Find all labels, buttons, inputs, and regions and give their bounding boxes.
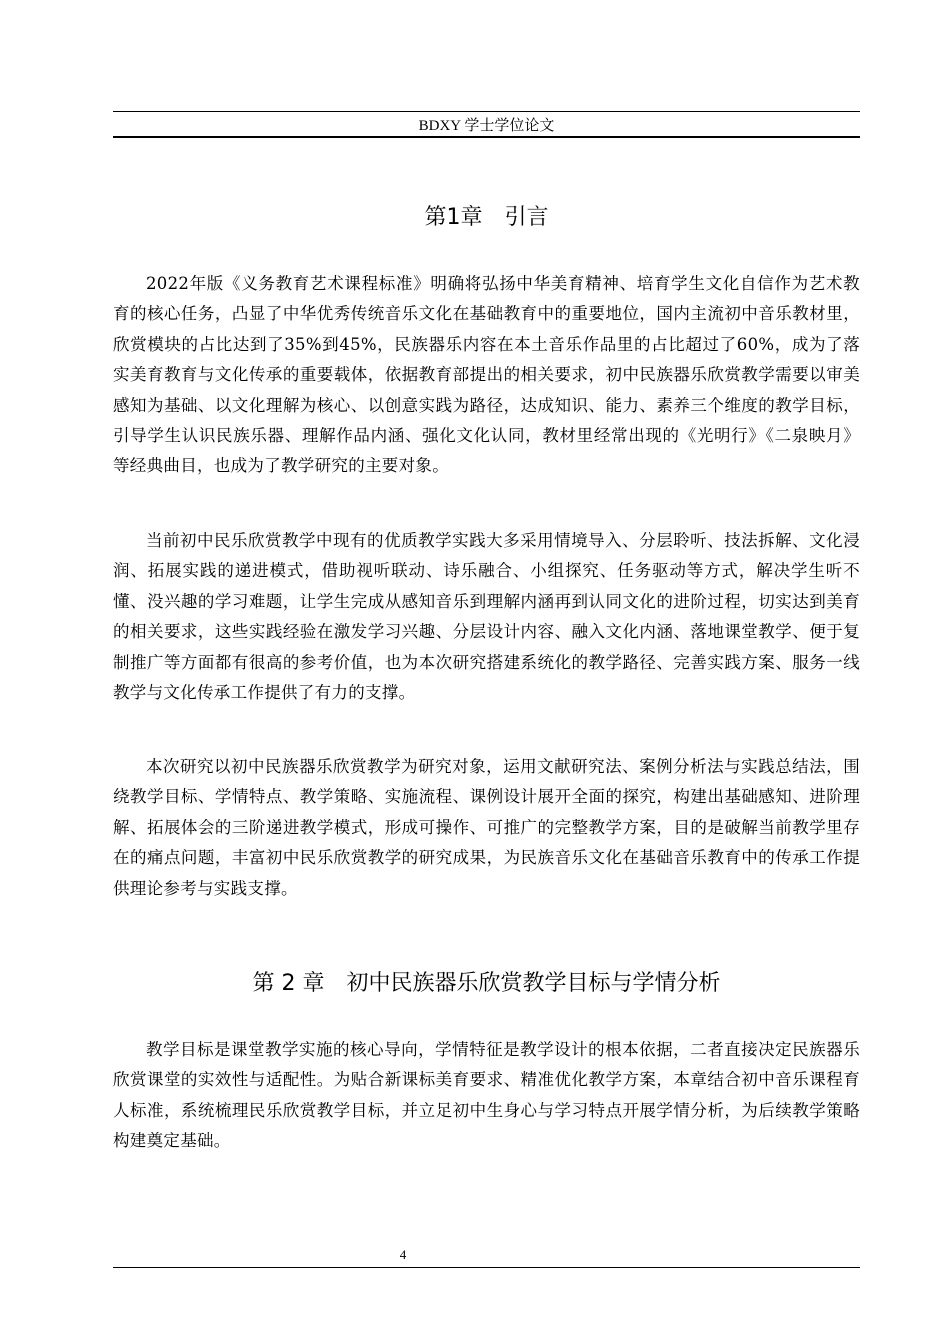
header-bottom-rule [113,136,860,138]
chapter-2-title: 第 2 章 初中民族器乐欣赏教学目标与学情分析 [252,971,721,996]
chapter-1-paragraph-3: 本次研究以初中民族器乐欣赏教学为研究对象，运用文献研究法、案例分析法与实践总结法，围绕教学目标、学情特点、教学策略、实施流程、课例设计展开全面的探究，构建出基础感知、进阶理解、拓展体会的三阶递进教学模式，形成可操作、可推广的完整教学方案，目的是破解当前教学里存在的痛点问题，丰富初中民乐欣赏教学的研究成果，为民族音乐文化在基础音乐教育中的传承工作提供理论参考与实践支撑。 [113,757,860,898]
chapter-1-title: 第1章 引言 [424,205,549,230]
chapter-2-paragraph-1: 教学目标是课堂教学实施的核心导向，学情特征是教学设计的根本依据，二者直接决定民族器乐欣赏课堂的实效性与适配性。为贴合新课标美育要求、精准优化教学方案，本章结合初中音乐课程育人标准，系统梳理民乐欣赏教学目标，并立足初中生身心与学习特点开展学情分析，为后续教学策略构建奠定基础。 [113,1040,860,1151]
page-number: 4 [399,1247,407,1262]
chapter-1-paragraph-2: 当前初中民乐欣赏教学中现有的优质教学实践大多采用情境导入、分层聆听、技法拆解、文化浸润、拓展实践的递进模式，借助视听联动、诗乐融合、小组探究、任务驱动等方式，解决学生听不懂、没兴趣的学习难题，让学生完成从感知音乐到理解内涵再到认同文化的进阶过程，切实达到美育的相关要求，这些实践经验在激发学习兴趣、分层设计内容、融入文化内涵、落地课堂教学、便于复制推广等方面都有很高的参考价值，也为本次研究搭建系统化的教学路径、完善实践方案、服务一线教学与文化传承工作提供了有力的支撑。 [113,531,860,703]
header-top-rule [113,111,860,112]
running-header: BDXY 学士学位论文 [418,118,555,134]
chapter-1-paragraph-1: 2022年版《义务教育艺术课程标准》明确将弘扬中华美育精神、培育学生文化自信作为艺术教育的核心任务，凸显了中华优秀传统音乐文化在基础教育中的重要地位，国内主流初中音乐教材里，欣赏模块的占比达到了35%到45%，民族器乐内容在本土音乐作品里的占比超过了60%，成为了落实美育教育与文化传承的重要载体，依据教育部提出的相关要求，初中民族器乐欣赏教学需要以审美感知为基础、以文化理解为核心、以创意实践为路径，达成知识、能力、素养三个维度的教学目标，引导学生认识民族乐器、理解作品内涵、强化文化认同，教材里经常出现的《光明行》《二泉映月》等经典曲目，也成为了教学研究的主要对象。 [113,274,860,476]
footer-rule [113,1267,860,1268]
